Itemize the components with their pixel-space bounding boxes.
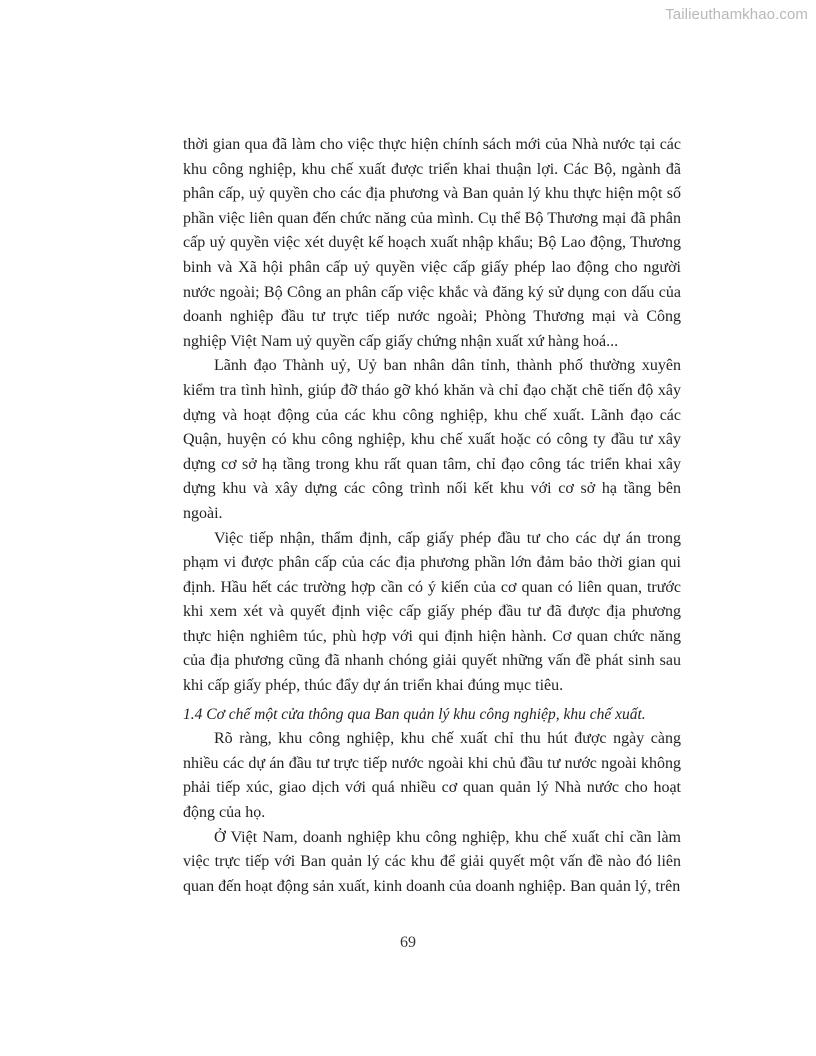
page-content (183, 133, 681, 899)
paragraph-vietnam: Ở Việt Nam, doanh nghiệp khu công nghiệp, khu chế xuất chỉ cần làm việc trực tiếp với Ban quản lý các khu để giải quyết một vấn đề nào đó liên quan đến hoạt động sản xuất, kinh doanh của doanh nghiệp. Ban quản lý, trên (183, 828, 681, 895)
page-number: 69 (400, 934, 416, 951)
paragraph-licensing: Việc tiếp nhận, thẩm định, cấp giấy phép đầu tư cho các dự án trong phạm vi được phân cấp của các địa phương phần lớn đảm bảo thời gian qui định. Hầu hết các trường hợp cần có ý kiến của cơ quan có liên quan, trước khi xem xét và quyết định việc cấp giấy phép đầu tư đã được địa phương thực hiện nghiêm túc, phù hợp với qui định hiện hành. Cơ quan chức năng của địa phương cũng đã nhanh chóng giải quyết những vấn đề phát sinh sau khi cấp giấy phép, thúc đẩy dự án triển khai đúng mục tiêu. (183, 529, 681, 695)
section-heading: 1.4 Cơ chế một cửa thông qua Ban quản lý khu công nghiệp, khu chế xuất. (183, 705, 646, 723)
paragraph-continuation: thời gian qua đã làm cho việc thực hiện chính sách mới của Nhà nước tại các khu công nghiệp, khu chế xuất được triển khai thuận lợi. Các Bộ, ngành đã phân cấp, uỷ quyền cho các địa phương và Ban quản lý khu thực hiện một số phần việc liên quan đến chức năng của mình. Cụ thể Bộ Thương mại đã phân cấp uỷ quyền việc xét duyệt kế hoạch xuất nhập khẩu; Bộ Lao động, Thương binh và Xã hội phân cấp uỷ quyền việc cấp giấy phép lao động cho người nước ngoài; Bộ Công an phân cấp việc khắc và đăng ký sử dụng con dấu của doanh nghiệp đầu tư trực tiếp nước ngoài; Phòng Thương mại và Công nghiệp Việt Nam uỷ quyền cấp giấy chứng nhận xuất xứ hàng hoá... (183, 136, 681, 350)
paragraph-one-stop: Rõ ràng, khu công nghiệp, khu chế xuất chỉ thu hút được ngày càng nhiều các dự án đầu tư trực tiếp nước ngoài khi chủ đầu tư nước ngoài không phải tiếp xúc, giao dịch với quá nhiều cơ quan quản lý Nhà nước cho hoạt động của họ. (183, 730, 681, 822)
watermark: Tailieuthamkhao.com (665, 6, 808, 23)
paragraph-leadership: Lãnh đạo Thành uỷ, Uỷ ban nhân dân tỉnh, thành phố thường xuyên kiểm tra tình hình, giúp đỡ tháo gỡ khó khăn và chỉ đạo chặt chẽ tiến độ xây dựng và hoạt động của các khu công nghiệp, khu chế xuất. Lãnh đạo các Quận, huyện có khu công nghiệp, khu chế xuất hoặc có công ty đầu tư xây dựng cơ sở hạ tầng trong khu rất quan tâm, chỉ đạo công tác triển khai xây dựng khu và xây dựng các công trình nối kết khu với cơ sở hạ tầng bên ngoài. (183, 357, 681, 522)
